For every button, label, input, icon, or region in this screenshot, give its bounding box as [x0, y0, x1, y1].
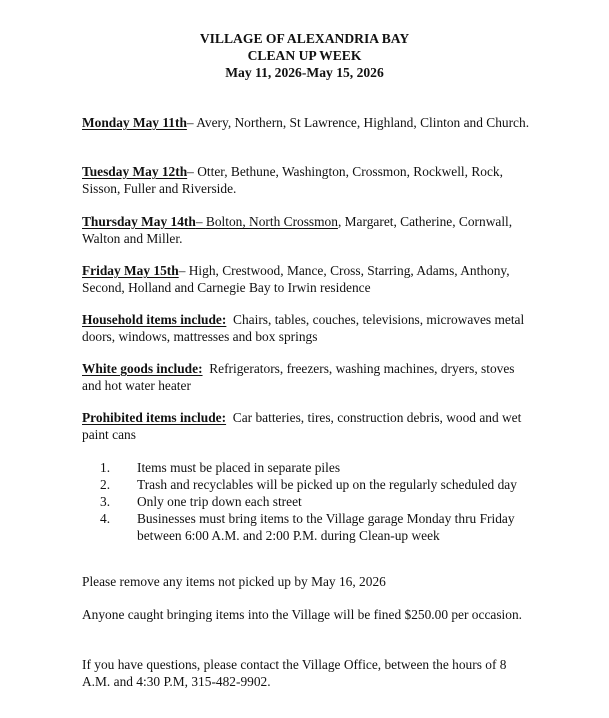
- schedule-streets: Otter, Bethune, Washington, Crossmon, Rockwell, Rock, Sisson, Fuller and Riverside.: [82, 164, 503, 196]
- prohibited-label: Prohibited items include:: [82, 410, 227, 425]
- schedule-streets: Avery, Northern, St Lawrence, Highland, Clinton and Church.: [196, 115, 530, 130]
- schedule-day-label: Monday May 11th: [82, 115, 187, 130]
- list-item-number: 2.: [100, 477, 111, 492]
- header-date-range: May 11, 2026-May 15, 2026: [225, 65, 384, 80]
- notice-remove-items: Please remove any items not picked up by May 16, 2026: [82, 574, 386, 589]
- household-label: Household items include:: [82, 312, 227, 327]
- notice-contact: If you have questions, please contact the Village Office, between the hours of 8 A.M. and 4:30 P.M, 315-482-9902.: [82, 657, 507, 689]
- schedule-separator: –: [187, 164, 198, 179]
- list-item: [100, 476, 530, 493]
- header-event-title: CLEAN UP WEEK: [247, 48, 362, 63]
- document-header: [0, 30, 609, 81]
- list-item-number: 4.: [100, 511, 111, 526]
- list-item-number: 3.: [100, 494, 111, 509]
- schedule-separator: –: [178, 263, 189, 278]
- household-text: Chairs, tables, couches, televisions, microwaves metal doors, windows, mattresses and box springs: [82, 312, 528, 344]
- schedule-thursday: [82, 213, 532, 247]
- list-item: [100, 493, 530, 510]
- schedule-separator: –: [186, 115, 197, 130]
- list-item-text: Businesses must bring items to the Village garage Monday thru Friday between 6:00 A.M. and 2:00 P.M. during Clean-up week: [137, 511, 515, 543]
- schedule-streets-underlined: Bolton, North Crossmon: [205, 214, 338, 229]
- list-item-text: Only one trip down each street: [137, 494, 302, 509]
- schedule-friday: [82, 262, 532, 296]
- prohibited-items: [82, 409, 525, 443]
- schedule-monday: [82, 114, 532, 131]
- white-goods: [82, 360, 532, 394]
- schedule-tuesday: [82, 163, 532, 197]
- white-goods-label: White goods include:: [82, 361, 203, 376]
- prohibited-text: Car batteries, tires, construction debris, wood and wet paint cans: [82, 410, 525, 442]
- schedule-day-label: Friday May 15th: [82, 263, 179, 278]
- list-item-text: Items must be placed in separate piles: [137, 460, 341, 475]
- schedule-streets: High, Crestwood, Mance, Cross, Starring, Adams, Anthony, Second, Holland and Carnegie Bay to Irwin residence: [82, 263, 510, 295]
- schedule-streets: , Margaret, Catherine, Cornwall, Walton and Miller.: [82, 214, 513, 246]
- rules-list: [100, 459, 530, 544]
- notice-fine: Anyone caught bringing items into the Village will be fined $250.00 per occasion.: [82, 607, 523, 622]
- list-item-text: Trash and recyclables will be picked up on the regularly scheduled day: [137, 477, 517, 492]
- header-village-name: VILLAGE OF ALEXANDRIA BAY: [199, 31, 410, 46]
- white-goods-text: Refrigerators, freezers, washing machines, dryers, stoves and hot water heater: [82, 361, 518, 393]
- schedule-day-label: Thursday May 14th: [82, 214, 196, 229]
- list-item: [100, 510, 530, 544]
- household-items: [82, 311, 537, 345]
- list-item: [100, 459, 530, 476]
- list-item-number: 1.: [100, 460, 111, 475]
- schedule-separator: –: [195, 214, 206, 229]
- schedule-day-label: Tuesday May 12th: [82, 164, 188, 179]
